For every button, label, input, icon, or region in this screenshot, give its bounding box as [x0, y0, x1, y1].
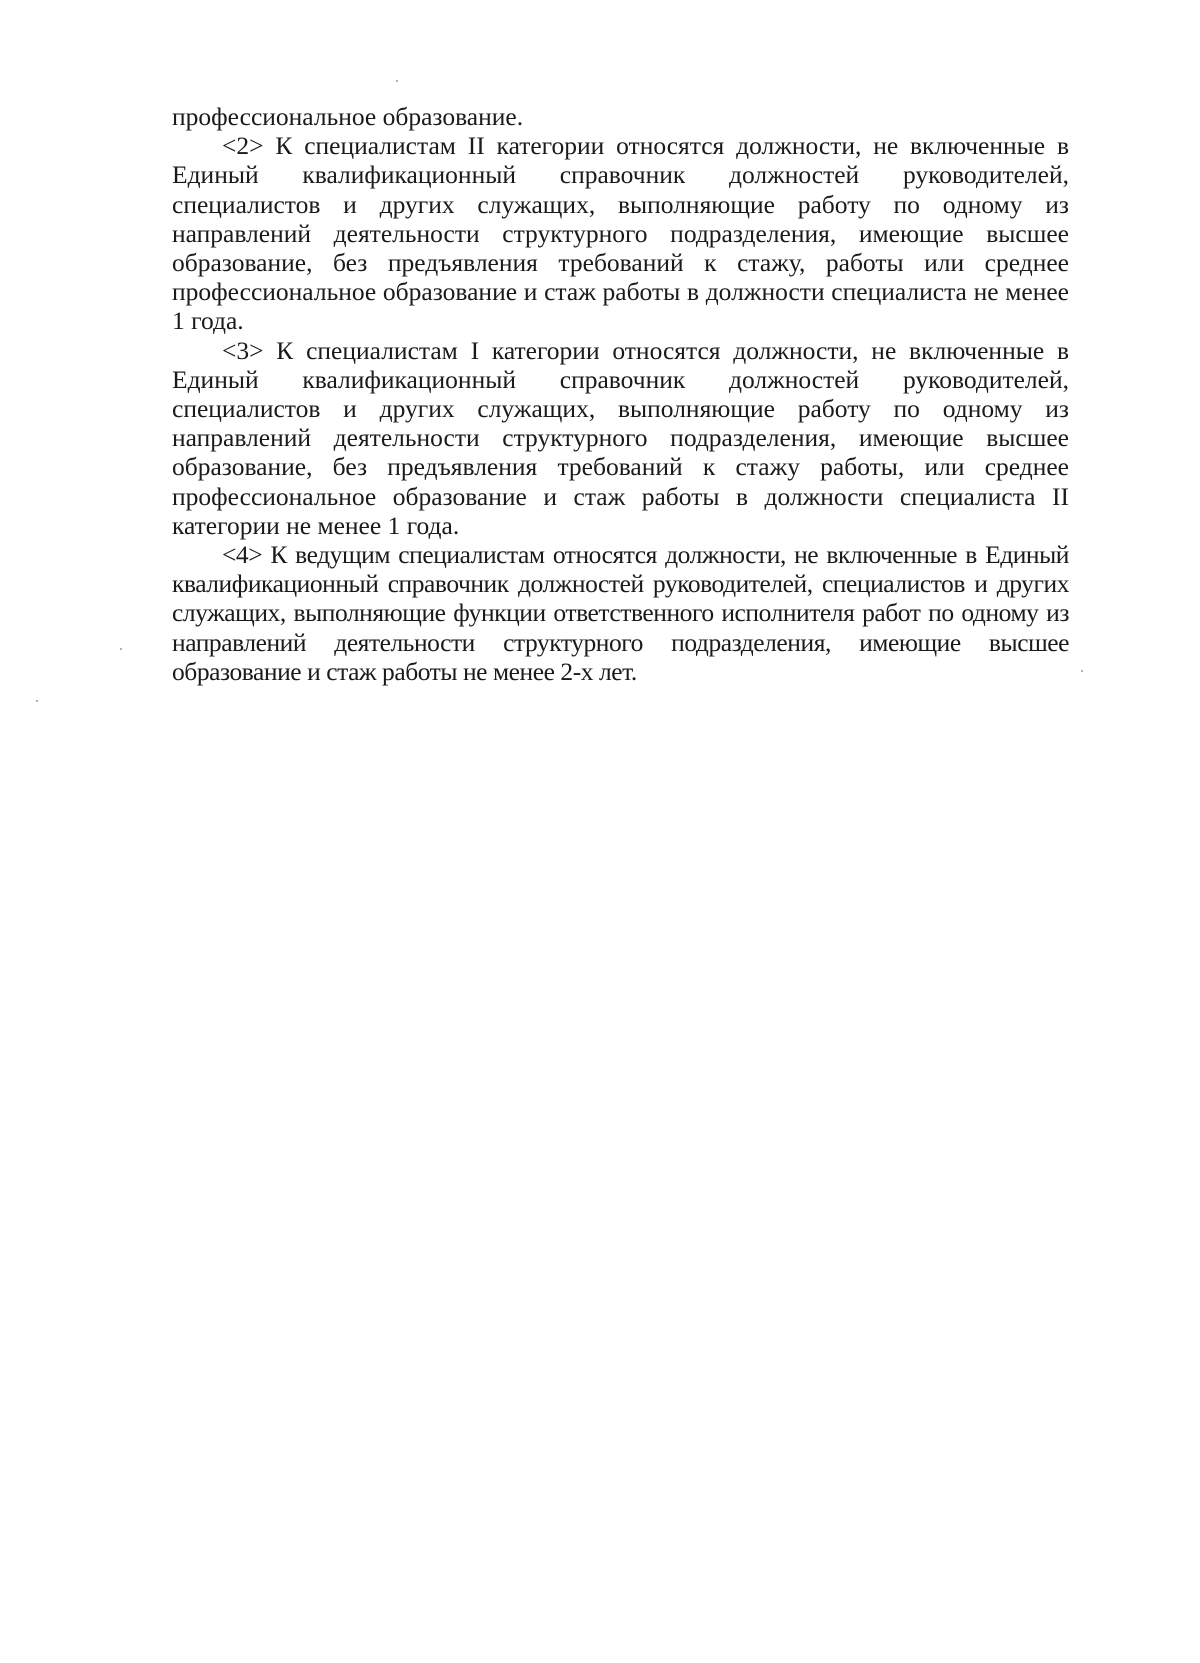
- document-body: [172, 102, 1069, 686]
- scan-speck: [120, 648, 122, 650]
- footnote-2-paragraph: <2> К специалистам II категории относятся должности, не включенные в Единый квалификационный справочник должностей руководителей, специалистов и других служащих, выполняющие работу по одному из направлений деятельности структурного подразделения, имеющие высшее образование, без предъявления требований к стажу, работы или среднее профессиональное образование и стаж работы в должности специалиста не менее 1 года.: [172, 131, 1069, 336]
- footnote-3-paragraph: <3> К специалистам I категории относятся должности, не включенные в Единый квалификационный справочник должностей руководителей, специалистов и других служащих, выполняющие работу по одному из направлений деятельности структурного подразделения, имеющие высшее образование, без предъявления требований к стажу работы, или среднее профессиональное образование и стаж работы в должности специалиста II категории не менее 1 года.: [172, 335, 1069, 540]
- scan-speck: [396, 80, 398, 82]
- paragraph-continuation: профессиональное образование.: [172, 102, 524, 131]
- scan-speck: [1081, 670, 1083, 672]
- footnote-4-paragraph: <4> К ведущим специалистам относятся должности, не включенные в Единый квалификационный справочник должностей руководителей, специалистов и других служащих, выполняющие функции ответственного исполнителя работ по одному из направлений деятельности структурного подразделения, имеющие высшее образование и стаж работы не менее 2-х лет.: [172, 540, 1069, 686]
- scan-speck: [36, 700, 38, 702]
